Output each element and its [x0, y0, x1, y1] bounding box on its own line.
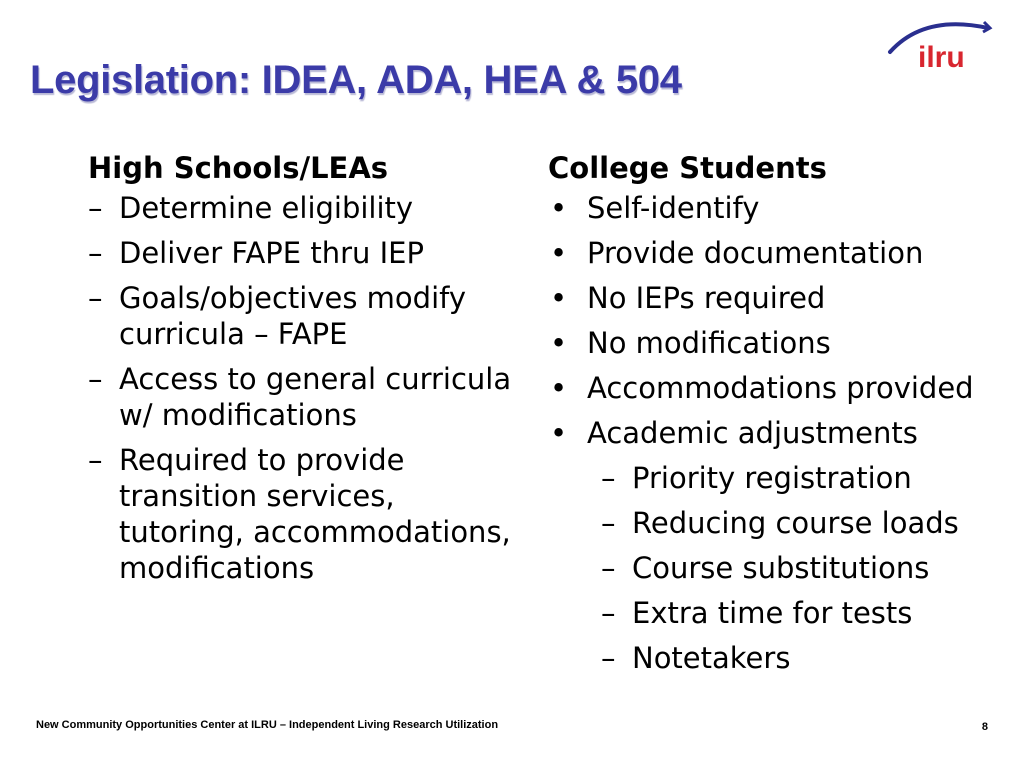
- bullet-mark: •: [550, 191, 568, 225]
- dash-mark: –: [88, 236, 103, 270]
- dash-mark: –: [601, 506, 616, 540]
- left-column-heading: High Schools/LEAs: [88, 151, 389, 185]
- sub-list-item: – Course substitutions: [601, 551, 930, 585]
- dash-mark: –: [88, 443, 103, 477]
- sub-list-item: – Extra time for tests: [601, 596, 913, 630]
- bullet-mark: •: [550, 371, 568, 405]
- list-item: – Deliver FAPE thru IEP: [88, 236, 424, 270]
- bullet-mark: •: [550, 416, 568, 450]
- slide-footer: New Community Opportunities Center at ILRU – Independent Living Research Utilization: [36, 719, 499, 731]
- slide-title: Legislation: IDEA, ADA, HEA & 504: [30, 58, 682, 102]
- dash-mark: –: [88, 191, 103, 225]
- bullet-mark: •: [550, 236, 568, 270]
- left-column: [88, 150, 528, 595]
- dash-mark: –: [601, 461, 616, 495]
- sub-list-item: – Reducing course loads: [601, 506, 959, 540]
- list-item: – Goals/objectives modify curricula – FAPE: [88, 281, 466, 351]
- sub-list-item: – Priority registration: [601, 461, 912, 495]
- right-column: [548, 150, 1008, 685]
- list-item: – Required to provide transition services, tutoring, accommodations, modifications: [88, 443, 511, 585]
- right-column-heading: College Students: [548, 151, 827, 185]
- list-item: • No modifications: [550, 326, 831, 360]
- list-item: • Self-identify: [550, 191, 760, 225]
- list-item: • Provide documentation: [550, 236, 924, 270]
- dash-mark: –: [88, 362, 103, 396]
- bullet-mark: •: [550, 281, 568, 315]
- ilru-logo: [884, 14, 994, 74]
- dash-mark: –: [88, 281, 103, 315]
- list-item: • No IEPs required: [550, 281, 826, 315]
- list-item: • Academic adjustments: [550, 416, 918, 450]
- sub-list-item: – Notetakers: [601, 641, 791, 675]
- list-item: • Accommodations provided: [550, 371, 974, 405]
- dash-mark: –: [601, 551, 616, 585]
- page-number: 8: [981, 721, 988, 733]
- logo-text: ilru: [918, 41, 965, 74]
- list-item: – Determine eligibility: [88, 191, 414, 225]
- bullet-mark: •: [550, 326, 568, 360]
- dash-mark: –: [601, 641, 616, 675]
- dash-mark: –: [601, 596, 616, 630]
- list-item: – Access to general curricula w/ modifications: [88, 362, 512, 432]
